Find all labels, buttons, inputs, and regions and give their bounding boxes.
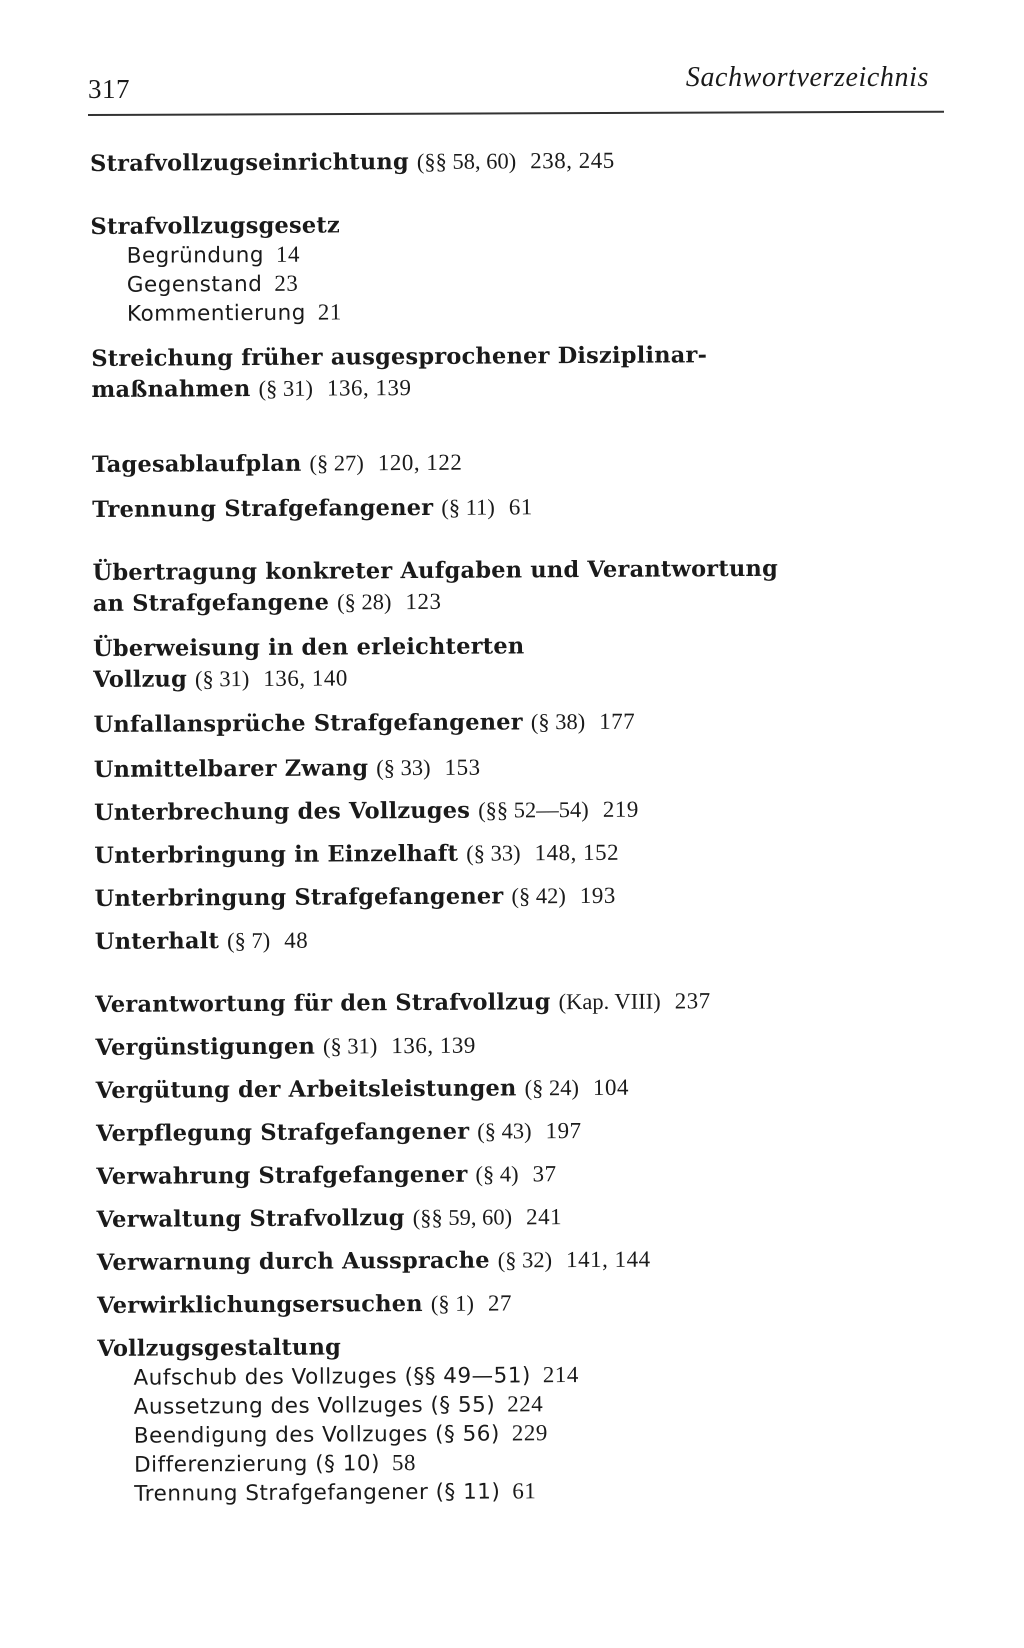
entry-pages: 148, 152 — [534, 839, 620, 866]
entry-headword: Vergünstigungen — [95, 1033, 316, 1061]
subentry-pages: 61 — [512, 1478, 537, 1504]
entry-ref: (Kap. VIII) — [558, 988, 661, 1015]
entry-pages: 37 — [532, 1161, 557, 1187]
index-entry — [95, 984, 915, 1020]
entry-pages: 219 — [602, 796, 639, 822]
index-entry — [93, 704, 913, 740]
entry-headword: Unterbringung Strafgefangener — [94, 883, 504, 912]
entry-headword: Verantwortung für den Strafvollzug — [95, 989, 551, 1018]
subentry: Aufschub des Vollzuges (§§ 49—51) 214 — [133, 1362, 579, 1391]
entry-ref: (§§ 52—54) — [478, 796, 589, 823]
entry-ref: (§ 43) — [477, 1118, 532, 1144]
entry-pages: 104 — [592, 1074, 630, 1100]
entry-headword: Übertragung konkreter Aufgaben und Verantwortung — [92, 555, 779, 586]
entry-headword: Unterbrechung des Vollzuges — [93, 797, 471, 826]
entry-headword: Vergütung der Arbeitsleistungen — [95, 1075, 517, 1104]
subentry-pages: 23 — [274, 270, 299, 296]
subentry-pages: 58 — [391, 1450, 417, 1476]
entry-ref: (§ 28) — [337, 589, 392, 615]
subentry-pages: 21 — [317, 299, 342, 325]
entry-ref: (§§ 58, 60) — [416, 148, 517, 175]
entry-pages: 141, 144 — [566, 1246, 651, 1273]
entry-ref: (§ 27) — [309, 450, 364, 476]
entry-headword: Verwarnung durch Aussprache — [96, 1247, 490, 1276]
entry-headword: Streichung früher ausgesprochener Disziplinar- — [91, 342, 708, 372]
entry-headword-cont: an Strafgefangene — [92, 589, 330, 617]
entry-headword: Unfallansprüche Strafgefangener — [93, 709, 523, 738]
entry-headword: Verwirklichungsersuchen — [96, 1290, 423, 1319]
subentry: Kommentierung 21 — [126, 299, 342, 327]
index-entry — [96, 1199, 916, 1235]
index-entry — [97, 1285, 917, 1321]
entry-pages: 177 — [599, 708, 636, 734]
entry-pages: 241 — [525, 1204, 563, 1230]
index-entry — [94, 792, 914, 828]
index-entry — [96, 1113, 916, 1149]
subentry: Begründung 14 — [126, 241, 300, 269]
entry-pages: 61 — [508, 494, 533, 520]
entry-pages: 123 — [405, 588, 442, 615]
entry-headword: Vollzugsgestaltung — [97, 1334, 342, 1362]
entry-pages: 193 — [579, 882, 616, 909]
index-entry — [94, 749, 914, 785]
entry-headword: Überweisung in den erleichterten — [92, 633, 525, 662]
index-entry — [91, 338, 911, 405]
entry-headword: Verwaltung Strafvollzug — [96, 1205, 405, 1233]
index-entry — [95, 1027, 915, 1063]
entry-ref: (§ 11) — [441, 494, 495, 520]
index-entry — [90, 206, 911, 329]
entry-ref: (§ 32) — [497, 1247, 553, 1273]
index-entry — [93, 628, 913, 695]
entry-pages: 136, 140 — [263, 665, 348, 691]
subentry-pages: 229 — [511, 1420, 548, 1446]
entry-headword: Tagesablaufplan — [91, 450, 302, 478]
subentry: Beendigung des Vollzuges (§ 56) 229 — [133, 1420, 548, 1449]
subentry: Gegenstand 23 — [126, 270, 299, 298]
entry-pages: 197 — [545, 1118, 582, 1144]
index-entry — [95, 921, 915, 957]
entry-ref: (§ 31) — [258, 375, 313, 401]
entry-ref: (§ 1) — [430, 1290, 474, 1316]
entry-headword: Strafvollzugsgesetz — [90, 212, 341, 240]
index-entry — [96, 1156, 916, 1192]
entry-ref: (§ 31) — [194, 666, 250, 692]
subentry-pages: 14 — [275, 241, 300, 267]
entry-ref: (§ 24) — [524, 1075, 580, 1101]
entry-pages: 136, 139 — [391, 1032, 476, 1059]
entry-headword: Unmittelbarer Zwang — [93, 755, 369, 783]
index-entry — [94, 878, 914, 914]
entry-pages: 120, 122 — [377, 449, 463, 476]
entry-headword: Verwahrung Strafgefangener — [96, 1161, 468, 1190]
index-entry — [92, 489, 912, 525]
index-entry — [97, 1328, 918, 1509]
entry-ref: (§ 31) — [322, 1033, 378, 1059]
entry-headword: Strafvollzugseinrichtung — [90, 149, 409, 177]
entry-ref: (§ 33) — [376, 754, 431, 781]
running-title: Sachwortverzeichnis — [685, 62, 929, 93]
entry-ref: (§ 33) — [466, 840, 521, 866]
header-rule — [88, 111, 944, 116]
entry-headword: Unterhalt — [94, 928, 220, 955]
entry-ref: (§ 38) — [530, 708, 586, 735]
page-number: 317 — [88, 74, 130, 104]
entry-headword: Verpflegung Strafgefangener — [95, 1118, 470, 1147]
index-entry — [92, 552, 912, 619]
index-entry — [96, 1070, 916, 1106]
index-entries — [90, 143, 918, 1509]
entry-pages: 136, 139 — [326, 375, 412, 401]
subentry: Aussetzung des Vollzuges (§ 55) 224 — [133, 1391, 544, 1420]
entry-pages: 153 — [444, 754, 481, 780]
entry-headword: Trennung Strafgefangener — [92, 494, 434, 523]
entry-pages: 48 — [284, 927, 309, 953]
entry-pages: 237 — [674, 988, 711, 1014]
entry-ref: (§ 7) — [227, 927, 271, 954]
entry-pages: 27 — [487, 1290, 512, 1316]
entry-headword-cont: Vollzug — [93, 666, 188, 693]
index-entry — [92, 444, 912, 480]
index-entry — [97, 1242, 917, 1278]
subentry-pages: 214 — [542, 1362, 579, 1388]
entry-headword-cont: maßnahmen — [91, 376, 251, 403]
entry-headword: Unterbringung in Einzelhaft — [94, 840, 459, 869]
entry-ref: (§§ 59, 60) — [412, 1204, 513, 1231]
entry-pages: 238, 245 — [530, 147, 615, 174]
index-entry — [90, 143, 910, 179]
subentry: Differenzierung (§ 10) 58 — [133, 1450, 417, 1478]
subentry-pages: 224 — [507, 1391, 544, 1417]
entry-ref: (§ 4) — [475, 1161, 519, 1187]
subentry: Trennung Strafgefangener (§ 11) 61 — [134, 1478, 537, 1507]
entry-ref: (§ 42) — [511, 883, 566, 909]
index-entry — [94, 835, 914, 871]
